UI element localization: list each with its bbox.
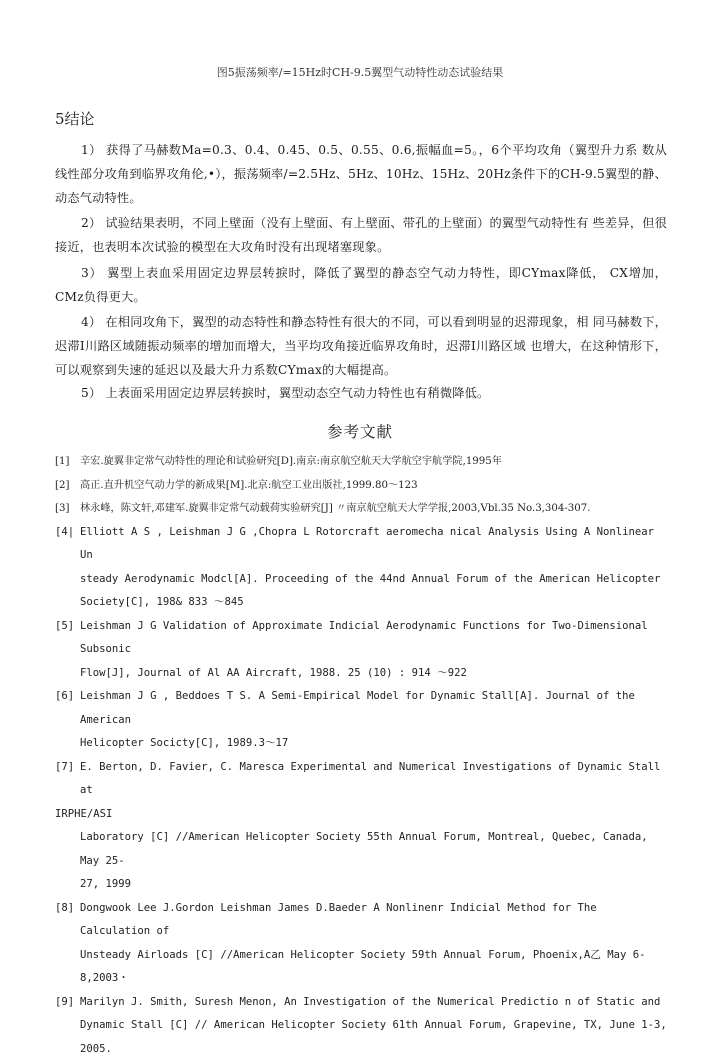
reference-line: Society[C], 198& 833 ～845 [80, 596, 244, 608]
reference-item [55, 497, 670, 521]
reference-number: [9] [55, 995, 75, 1008]
reference-line: Leishman J G , Beddoes T S. A Semi-Empirical Model for Dynamic Stall[A]. Journal of the American [80, 690, 635, 726]
reference-number: [6] [55, 690, 75, 702]
conclusion-paragraph: 1） 获得了马赫数Ma=0.3、0.4、0.45、0.5、0.55、0.6,振幅血=5。，6个平均攻角（翼型升力系 数从线性部分攻角到临界攻角伦,•），振荡频率/=2.5Hz、5Hz、10Hz、15Hz、20Hz条件下的CH-9.5翼型的静、动态气动特性。 [55, 143, 667, 205]
reference-item [55, 474, 670, 498]
reference-number: [1] [55, 456, 70, 467]
reference-line: Helicopter Socicty[C], 1989.3～17 [80, 737, 289, 749]
reference-line: Elliott A S , Leishman J G ,Chopra L Rotorcraft aeromecha nical Analysis Using A Nonlinear Un [80, 525, 655, 561]
reference-line: Flow[J], Journal of Al AA Aircraft, 1988. 25 (10) : 914 ～922 [80, 666, 467, 679]
reference-item [55, 685, 670, 756]
reference-line: 辛宏.旋翼非定常气动特性的理论和试验研究[D].南京:南京航空航天大学航空宇航学院,1995年 [80, 456, 502, 467]
reference-line: Laboratory [C] //American Helicopter Society 55th Annual Forum, Montreal, Quebec, Canada, May 25- [80, 831, 648, 867]
reference-list [55, 450, 670, 1061]
reference-line: E. Berton, D. Favier, C. Maresca Experimental and Numerical Investigations of Dynamic Stall at [80, 760, 661, 796]
reference-line: steady Aerodynamic Modcl[A]. Proceeding of the 44nd Annual Forum of the American Helicopter [80, 572, 661, 585]
conclusion-paragraph: 3） 翼型上表血采用固定边界层转捩时，降低了翼型的静态空气动力特性，即CYmax降低， CX增加，CMz负得更大。 [55, 266, 667, 304]
reference-item [55, 897, 670, 991]
section-title: 5结论 [55, 110, 95, 128]
reference-number: [4| [55, 525, 75, 538]
reference-number: [5] [55, 619, 75, 632]
reference-line: Leishman J G Validation of Approximate Indicial Aerodynamic Functions for Two-Dimensional Subsonic [80, 619, 648, 655]
reference-line: 高正.直升机空气动力学的新成果[M].北京:航空工业出版社,1999.80～123 [80, 479, 418, 491]
reference-line: Dongwook Lee J.Gordon Leishman James D.Baeder A Nonlinenr Indicial Method for The Calculation of [80, 901, 597, 937]
reference-line: Marilyn J. Smith, Suresh Menon, An Investigation of the Numerical Predictio n of Static and [80, 995, 661, 1008]
reference-number: [8] [55, 901, 75, 914]
conclusion-paragraph: 4） 在相同攻角下，翼型的动态特性和静态特性有很大的不同，可以看到明显的迟滞现象，相 同马赫数下，迟滞I川路区域随振动频率的增加而增大，当平均攻角接近临界攻角时，迟滞I川路区域 也增大，在这种情形下，可以观察到失速的延迟以及最大升力系数CYmax的大幅提高。 [55, 315, 667, 377]
reference-line: Dynamic Stall [C] // American Helicopter Society 61th Annual Forum, Grapevine, TX, June 1-3, [80, 1019, 667, 1031]
references-title: 参考文献 [326, 423, 393, 441]
reference-line: Unsteady Airloads [C] //American Helicopter Society 59th Annual Forum, Phoenix,A乙 May 6-8,2003・ [80, 948, 646, 984]
reference-item [55, 756, 670, 897]
reference-line: 2005. [80, 1042, 112, 1055]
reference-item [55, 615, 670, 686]
conclusion-paragraph: 5） 上表面采用固定边界层转捩时，翼型动态空气动力特性也有稍微降低。 [81, 386, 490, 400]
reference-line: 林永峰，陈文轩,邓建军.旋翼非定常气动载荷实验研究[J] 〃南京航空航天大学学报,2003,Vbl.35 No.3,304-307. [80, 503, 591, 514]
reference-number: [3] [55, 503, 70, 514]
reference-item [55, 991, 670, 1062]
figure-caption: 图5振荡频率/=15Hz时CH-9.5翼型气动特性动态试验结果 [216, 66, 504, 79]
reference-number: [2] [55, 479, 70, 491]
conclusion-paragraph: 2） 试验结果表明，不同上壁面（没有上壁面、有上壁面、带孔的上壁面）的翼型气动特性有 些差异，但很接近，也表明本次试验的模型在大攻角时没有出现堵塞现象。 [55, 216, 667, 254]
reference-line: IRPHE/ASI [55, 807, 113, 820]
reference-item [55, 521, 670, 615]
reference-line: 27, 1999 [80, 878, 132, 890]
reference-item [55, 450, 670, 474]
reference-number: [7] [55, 760, 75, 773]
